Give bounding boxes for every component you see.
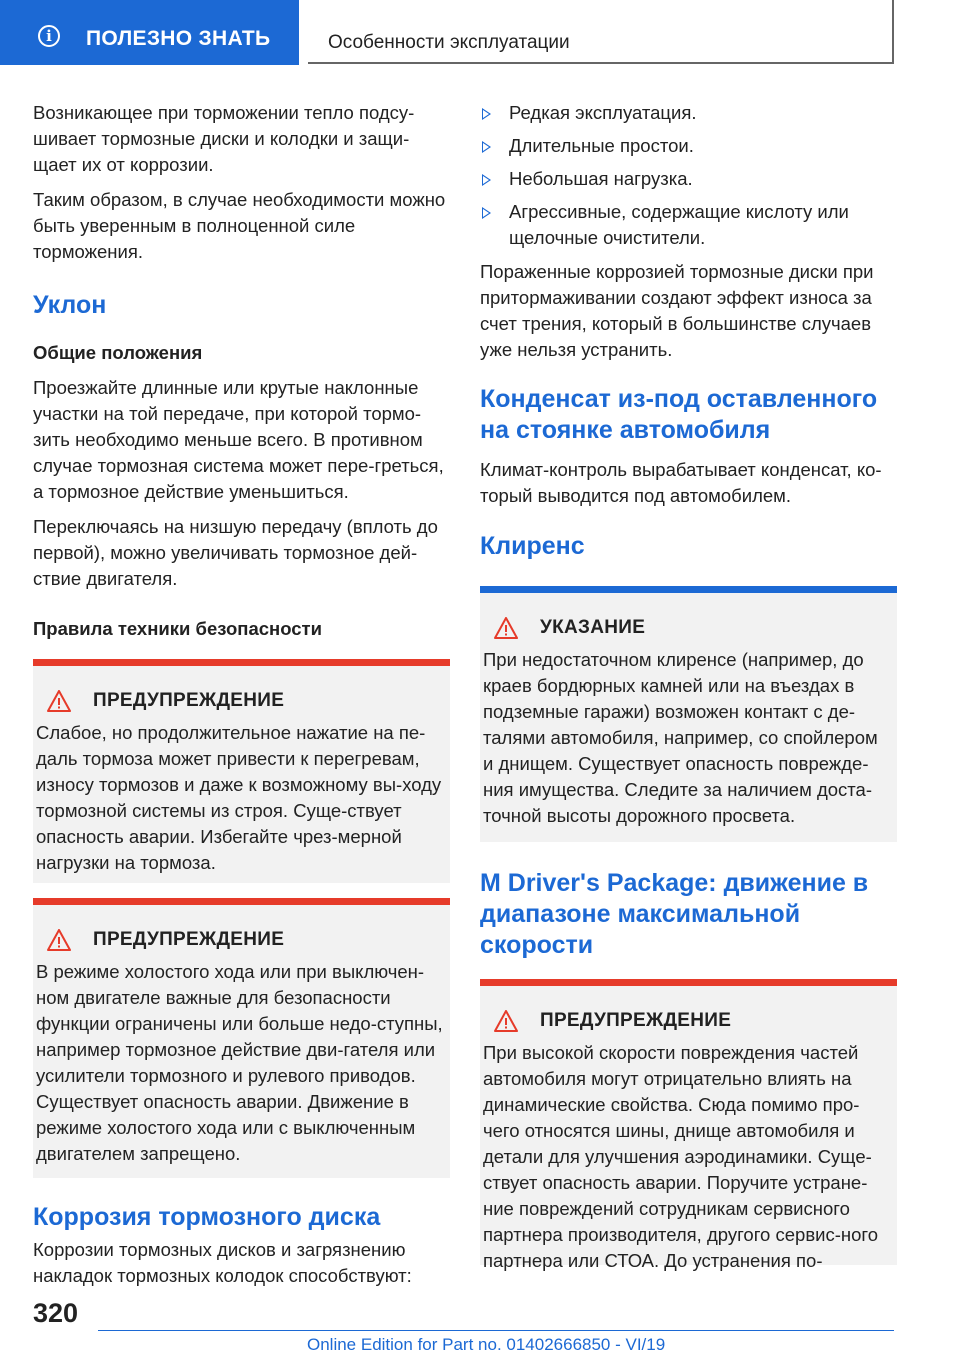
footer-edition: Online Edition for Part no. 01402666850 - VI/19 (307, 1335, 666, 1354)
footer-divider (98, 1330, 894, 1331)
notice-box-title: УКАЗАНИЕ (540, 617, 646, 638)
bullet-triangle-icon (482, 108, 491, 120)
warning-box-2 (33, 898, 450, 1178)
general-paragraph-2: Переключаясь на низшую передачу (вплоть до первой), можно увеличивать тормозное дей-ствие двигателя. (33, 516, 438, 589)
notice-box (480, 586, 897, 842)
warning-box-1-header (36, 688, 444, 714)
bullet-triangle-icon (482, 141, 491, 153)
condensate-heading: Конденсат из-под оставленного на стоянке автомобиля (480, 385, 878, 444)
header-section-box (308, 0, 894, 64)
intro-paragraph-1: Возникающее при торможении тепло подсу-шивает тормозные диски и колодки и защи-щает их от коррозии. (33, 102, 415, 175)
list-item: Редкая эксплуатация. (480, 100, 897, 126)
safety-heading: Правила техники безопасности (33, 618, 322, 639)
bullet-triangle-icon (482, 207, 491, 219)
page-number: 320 (33, 1298, 79, 1328)
warning-triangle-icon (494, 617, 518, 639)
header-tab-label: ПОЛЕЗНО ЗНАТЬ (86, 27, 271, 50)
mdriver-heading: M Driver's Package: движение в диапазоне максимальной скорости (480, 869, 869, 959)
warning-box-1-title: ПРЕДУПРЕЖДЕНИЕ (93, 690, 285, 711)
warning-box-3-title: ПРЕДУПРЕЖДЕНИЕ (540, 1010, 732, 1031)
corrosion-paragraph: Коррозии тормозных дисков и загрязнению накладок тормозных колодок способствуют: (33, 1239, 412, 1286)
warning-triangle-icon (47, 929, 71, 951)
corrosion-heading: Коррозия тормозного диска (33, 1203, 381, 1231)
warning-box-3 (480, 979, 897, 1271)
right-column (480, 100, 897, 1271)
warning-triangle-icon (47, 690, 71, 712)
warning-box-2-text: В режиме холостого хода или при выключен-ном двигателе важные для безопасности функции ограничены или больше недо-ступны, например тормозное действие дви-гателя или усилители тормозного и рулевого приводов. Существует опасность аварии. Движение в режиме холостого хода или с выключенным двигателем запрещено. (36, 961, 443, 1164)
warning-box-3-text: При высокой скорости повреждения частей автомобиля могут отрицательно влиять на динамические свойства. Сюда помимо про-чего относятся шины, днище автомобиля и детали для улучшения аэродинамики. Суще-ствует опасность аварии. Поручите устране-ние повреждений сотрудникам сервисного партнера производителя, другого сервис-ного партнера или СТОА. До устранения по- (483, 1042, 879, 1271)
slope-heading: Уклон (33, 291, 107, 319)
warning-triangle-icon (494, 1010, 518, 1032)
clearance-heading: Клиренс (480, 532, 585, 560)
condensate-paragraph: Климат-контроль вырабатывает конденсат, ко-торый выводится под автомобилем. (480, 459, 882, 506)
general-heading: Общие положения (33, 342, 203, 363)
section-title: Особенности эксплуатации (328, 32, 570, 53)
corrosion-causes-list (480, 100, 897, 251)
list-item: Агрессивные, содержащие кислоту или щелочные очистители. (480, 199, 897, 251)
header-tab (0, 0, 299, 65)
intro-paragraph-2: Таким образом, в случае необходимости можно быть уверенным в полноценной силе торможения. (33, 189, 446, 262)
list-item: Длительные простои. (480, 133, 897, 159)
warning-box-2-title: ПРЕДУПРЕЖДЕНИЕ (93, 929, 285, 950)
left-column (33, 100, 450, 1298)
warning-box-1-text: Слабое, но продолжительное нажатие на пе-даль тормоза может привести к перегревам, износу тормозов и даже к возможному вы-ходу тормозной системы из строя. Суще-ствует опасность аварии. Избегайте чрез-мерной нагрузки на тормоза. (36, 722, 442, 873)
notice-box-text: При недостаточном клиренсе (например, до краев бордюрных камней или на въездах в подземные гаражи) возможен контакт с де-талями автомобиля, например, со спойлером и днищем. Существует опасность поврежде-ния имущества. Следите за наличием доста-точной высоты дорожного просвета. (483, 649, 878, 826)
warning-box-1 (33, 659, 450, 883)
info-icon: i (38, 25, 60, 47)
warning-box-3-header (483, 1008, 891, 1034)
notice-box-header (483, 615, 891, 641)
warning-box-2-header (36, 927, 444, 953)
bullet-triangle-icon (482, 174, 491, 186)
general-paragraph-1: Проезжайте длинные или крутые наклонные участки на той передаче, при которой тормо-зить необходимо меньше всего. В противном случае тормозная система может пере-греться, а тормозное действие уменьшиться. (33, 377, 444, 502)
corrosion-paragraph-2: Пораженные коррозией тормозные диски при притормаживании создают эффект износа за счет трения, который в большинстве случаев уже нельзя устранить. (480, 261, 874, 360)
list-item: Небольшая нагрузка. (480, 166, 897, 192)
